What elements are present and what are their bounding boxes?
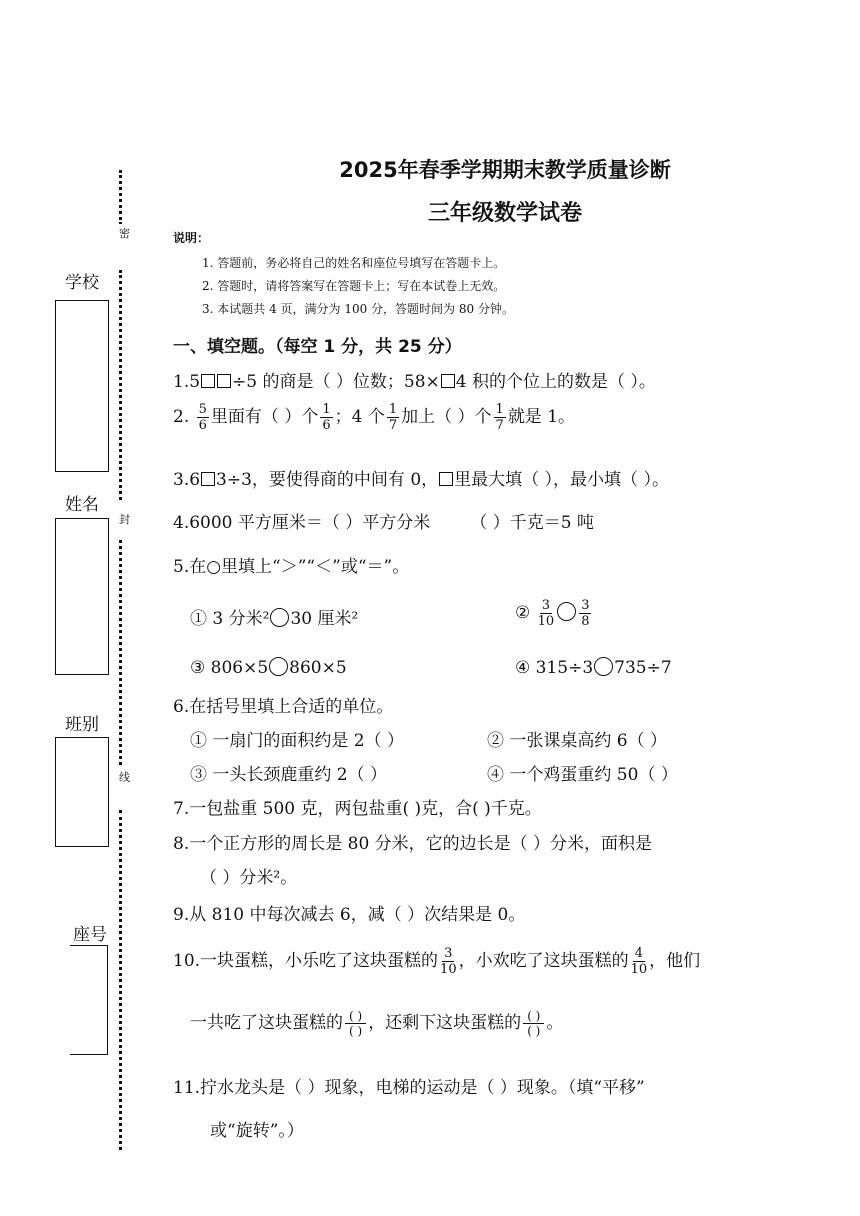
- field-box-seat[interactable]: [70, 945, 108, 1055]
- question-8-line-2: （ ）分米²。: [200, 868, 298, 888]
- field-label-class: 班别: [65, 715, 99, 735]
- compare-circle-icon: [269, 657, 288, 676]
- section-1-heading: 一、填空题。（每空 1 分，共 25 分）: [173, 337, 462, 357]
- question-2: 2. $\frac{5}{6}$ 里面有（ ）个 $\frac{1}{6}$ ；4 个 $\frac{1}{7}$ 加上（ ）个 $\frac{1}{7}$ 就是 1。: [173, 402, 576, 433]
- instruction-2: 2. 答题时，请将答案写在答题卡上；写在本试卷上无效。: [202, 279, 506, 293]
- fraction: $\frac{5}{6}$: [198, 402, 207, 433]
- question-3: 3.6 3÷3，要使得商的中间有 0， 里最大填（ ），最小填（ ）。: [173, 470, 669, 490]
- fraction: $\frac{3}{10}$: [537, 598, 555, 629]
- field-label-school: 学校: [65, 273, 99, 293]
- question-6: 6.在括号里填上合适的单位。: [173, 697, 394, 717]
- digit-box-icon: [217, 374, 231, 388]
- question-11-line-2: 或“旋转”。）: [210, 1121, 304, 1141]
- compare-circle-icon: [270, 608, 289, 627]
- question-6-item-3: ③ 一头长颈鹿重约 2（ ）: [190, 765, 388, 785]
- binding-word-mi: 密: [119, 224, 130, 242]
- question-5-item-2: ② $\frac{3}{10}$ $\frac{3}{8}$: [515, 598, 590, 629]
- question-6-item-1: ① 一扇门的面积约是 2（ ）: [190, 731, 405, 751]
- fraction: $\frac{1}{7}$: [495, 402, 504, 433]
- field-label-name: 姓名: [65, 495, 99, 515]
- digit-box-icon: [201, 374, 215, 388]
- binding-word-feng: 封: [119, 510, 130, 528]
- question-8-line-1: 8.一个正方形的周长是 80 分米，它的边长是（ ）分米，面积是: [173, 834, 653, 854]
- binding-dotted-line-3: [119, 540, 122, 765]
- question-1: 1.5 ÷5 的商是（ ）位数；58× 4 积的个位上的数是（ ）。: [173, 372, 656, 392]
- question-10-line-2: 一共吃了这块蛋糕的 ( ) ( ) ，还剩下这块蛋糕的 ( ) ( ) 。: [190, 1009, 564, 1038]
- instructions-heading: 说明：: [173, 231, 210, 245]
- compare-circle-icon: [557, 602, 576, 621]
- question-5-item-1: ① 3 分米² 30 厘米²: [190, 609, 359, 629]
- digit-box-icon: [201, 472, 215, 486]
- fraction: $\frac{3}{8}$: [581, 598, 590, 629]
- instruction-1: 1. 答题前，务必将自己的姓名和座位号填写在答题卡上。: [202, 256, 506, 270]
- exam-subtitle: 三年级数学试卷: [427, 201, 582, 226]
- question-5-item-4: ④ 315÷3 735÷7: [515, 658, 672, 678]
- instruction-3: 3. 本试题共 4 页，满分为 100 分，答题时间为 80 分钟。: [202, 302, 514, 316]
- field-label-seat: 座号: [73, 925, 107, 945]
- question-10-line-1: 10.一块蛋糕，小乐吃了这块蛋糕的 $\frac{3}{10}$ ，小欢吃了这块蛋糕的 $\frac{4}{10}$ ，他们: [173, 946, 701, 977]
- binding-dotted-line-2: [119, 270, 122, 500]
- question-6-item-4: ④ 一个鸡蛋重约 50（ ）: [487, 765, 678, 785]
- question-7: 7.一包盐重 500 克，两包盐重( )克，合( )千克。: [173, 799, 542, 819]
- digit-box-icon: [439, 472, 453, 486]
- binding-word-xian: 线: [119, 768, 130, 786]
- fraction: $\frac{1}{7}$: [388, 402, 398, 433]
- question-11-line-1: 11.拧水龙头是（ ）现象，电梯的运动是（ ）现象。（填“平移”: [173, 1078, 645, 1098]
- digit-box-icon: [441, 374, 455, 388]
- fraction: $\frac{1}{6}$: [322, 402, 331, 433]
- field-box-class[interactable]: [55, 737, 109, 847]
- question-5: 5.在○里填上“＞”“＜”或“＝”。: [173, 557, 410, 577]
- blank-fraction: ( ) ( ): [523, 1009, 544, 1038]
- question-5-item-3: ③ 806×5 860×5: [190, 658, 347, 678]
- binding-dotted-line-4: [119, 810, 122, 1150]
- fraction: $\frac{4}{10}$: [630, 946, 648, 977]
- field-box-school[interactable]: [55, 300, 109, 472]
- question-4: 4.6000 平方厘米＝（ ）平方分米 （ ）千克＝5 吨: [173, 513, 594, 533]
- field-box-name[interactable]: [55, 518, 109, 675]
- question-9: 9.从 810 中每次减去 6，减（ ）次结果是 0。: [173, 905, 526, 925]
- fraction: $\frac{3}{10}$: [440, 946, 457, 977]
- binding-dotted-line-1: [119, 170, 122, 225]
- blank-fraction: ( ) ( ): [345, 1009, 366, 1038]
- question-6-item-2: ② 一张课桌高约 6（ ）: [487, 731, 668, 751]
- exam-title: 2025年春季学期期末教学质量诊断: [339, 158, 671, 182]
- compare-circle-icon: [594, 657, 613, 676]
